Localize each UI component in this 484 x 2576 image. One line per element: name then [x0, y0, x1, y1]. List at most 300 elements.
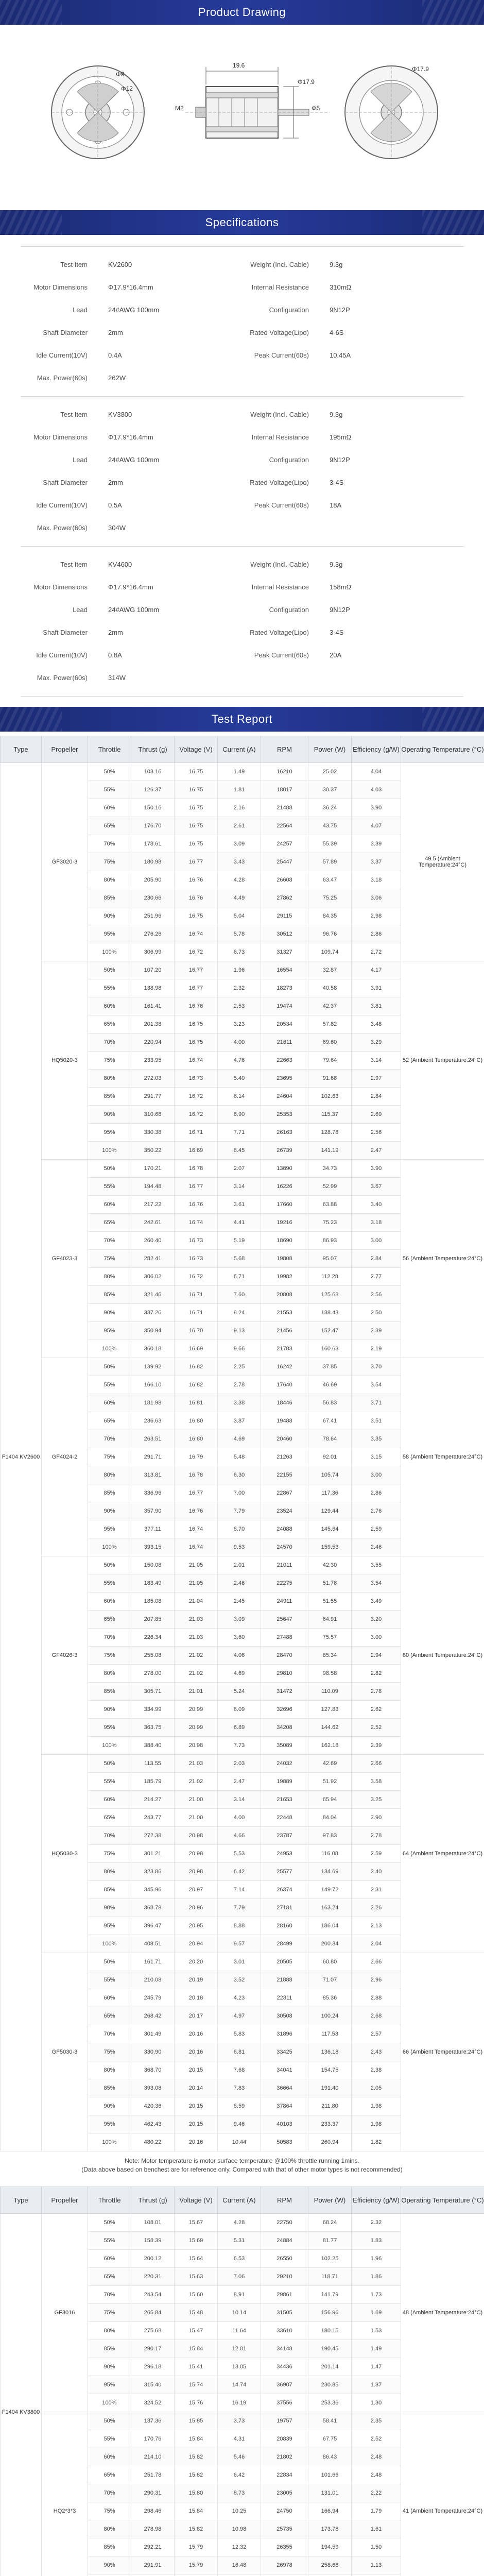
data-cell: 21.01: [175, 1683, 218, 1701]
data-cell: 2.77: [352, 1268, 401, 1286]
table-row: [1, 1953, 484, 1971]
data-cell: 161.41: [131, 997, 175, 1015]
data-cell: 20.19: [175, 1971, 218, 1989]
propeller-cell: GF4023-3: [42, 1160, 88, 1358]
data-cell: 16.80: [175, 1412, 218, 1430]
data-cell: 86.43: [308, 2448, 352, 2466]
data-cell: 27862: [261, 889, 308, 907]
data-cell: 16.74: [175, 1214, 218, 1232]
data-cell: 3.09: [218, 1611, 261, 1629]
data-cell: 3.73: [218, 2412, 261, 2430]
temperature-cell: 48 (Ambient Temperature:24°C): [401, 2214, 484, 2412]
data-cell: 55%: [88, 781, 131, 799]
data-cell: 60%: [88, 2448, 131, 2466]
spec-cell: [242, 561, 463, 568]
data-cell: 117.53: [308, 2025, 352, 2043]
data-cell: 80%: [88, 2520, 131, 2538]
data-cell: 8.70: [218, 1520, 261, 1538]
data-cell: 2.96: [352, 1971, 401, 1989]
data-cell: 200.34: [308, 1935, 352, 1953]
data-cell: 3.58: [352, 1773, 401, 1791]
data-cell: 24911: [261, 1592, 308, 1611]
data-cell: [261, 2574, 308, 2576]
data-cell: 95.07: [308, 1250, 352, 1268]
data-cell: 95%: [88, 1917, 131, 1935]
data-cell: 357.90: [131, 1502, 175, 1520]
data-cell: 6.14: [218, 1088, 261, 1106]
data-cell: 40103: [261, 2115, 308, 2133]
data-cell: 85%: [88, 1881, 131, 1899]
data-cell: 16.76: [175, 889, 218, 907]
spec-block: [21, 546, 463, 697]
table-row: [1, 961, 484, 979]
data-cell: 12.01: [218, 2340, 261, 2358]
data-cell: 2.07: [218, 1160, 261, 1178]
data-cell: 3.40: [352, 1196, 401, 1214]
spec-cell: [21, 674, 242, 682]
propeller-cell: GF5030-3: [42, 1953, 88, 2151]
data-cell: 6.30: [218, 1466, 261, 1484]
spec-cell: [242, 283, 463, 291]
data-cell: 70%: [88, 2484, 131, 2502]
spec-row: [21, 344, 463, 366]
data-cell: 26355: [261, 2538, 308, 2556]
data-cell: 2.43: [352, 2043, 401, 2061]
data-cell: 1.79: [352, 2502, 401, 2520]
spec-value: 18A: [330, 501, 342, 509]
data-cell: [131, 2574, 175, 2576]
data-cell: 65%: [88, 817, 131, 835]
data-cell: 16.75: [175, 1033, 218, 1052]
data-cell: 3.14: [352, 1052, 401, 1070]
data-cell: 2.39: [352, 1322, 401, 1340]
data-cell: 7.00: [218, 1484, 261, 1502]
data-cell: 16.75: [175, 907, 218, 925]
data-cell: 3.18: [352, 871, 401, 889]
data-cell: 2.13: [352, 1917, 401, 1935]
data-cell: 95%: [88, 925, 131, 943]
data-cell: 15.60: [175, 2286, 218, 2304]
data-cell: 25647: [261, 1611, 308, 1629]
data-cell: 5.46: [218, 2448, 261, 2466]
data-cell: 268.42: [131, 2007, 175, 2025]
data-cell: 100%: [88, 1340, 131, 1358]
column-header: RPM: [261, 2187, 308, 2214]
data-cell: 278.98: [131, 2520, 175, 2538]
spec-value: 314W: [108, 673, 126, 682]
data-cell: 16.48: [218, 2556, 261, 2574]
data-cell: 7.79: [218, 1502, 261, 1520]
data-cell: 323.86: [131, 1863, 175, 1881]
table-row: [1, 1556, 484, 1574]
data-cell: 233.95: [131, 1052, 175, 1070]
data-cell: 2.59: [352, 1845, 401, 1863]
data-cell: 462.43: [131, 2115, 175, 2133]
spec-cell: [21, 524, 242, 532]
column-header: Efficiency (g/W): [352, 736, 401, 763]
data-cell: 243.77: [131, 1809, 175, 1827]
data-cell: [352, 2574, 401, 2576]
data-cell: 337.26: [131, 1304, 175, 1322]
data-cell: 65%: [88, 1809, 131, 1827]
spec-cell: [21, 261, 242, 268]
data-cell: 112.28: [308, 1268, 352, 1286]
data-cell: 37864: [261, 2097, 308, 2115]
spec-value: 0.8A: [108, 651, 122, 659]
data-cell: 260.40: [131, 1232, 175, 1250]
data-cell: 75%: [88, 2502, 131, 2520]
data-cell: 138.43: [308, 1304, 352, 1322]
data-cell: 103.16: [131, 763, 175, 781]
spec-cell: [21, 651, 242, 659]
spec-label: Weight (Incl. Cable): [250, 410, 309, 418]
specifications-header: [0, 210, 484, 235]
data-cell: 29115: [261, 907, 308, 925]
data-cell: 75%: [88, 1250, 131, 1268]
test-report-title: Test Report: [212, 713, 272, 725]
dim-thread: Φ17.9: [412, 65, 429, 73]
data-cell: 2.90: [352, 1809, 401, 1827]
data-cell: 21611: [261, 1033, 308, 1052]
data-cell: 5.83: [218, 2025, 261, 2043]
data-cell: 18690: [261, 1232, 308, 1250]
data-cell: 78.64: [308, 1430, 352, 1448]
data-cell: 2.78: [352, 1827, 401, 1845]
data-cell: 24884: [261, 2232, 308, 2250]
spec-label: Configuration: [269, 455, 309, 464]
data-cell: 65%: [88, 1015, 131, 1033]
data-cell: 70%: [88, 1232, 131, 1250]
data-cell: 176.70: [131, 817, 175, 835]
data-cell: 21553: [261, 1304, 308, 1322]
data-cell: 160.63: [308, 1340, 352, 1358]
data-cell: 2.59: [352, 1520, 401, 1538]
data-cell: 26550: [261, 2250, 308, 2268]
column-header: RPM: [261, 736, 308, 763]
data-cell: 20.16: [175, 2133, 218, 2151]
spec-label: Test Item: [60, 560, 88, 568]
data-cell: 16.75: [175, 835, 218, 853]
data-cell: 10.44: [218, 2133, 261, 2151]
data-cell: 23005: [261, 2484, 308, 2502]
data-cell: 3.35: [352, 1430, 401, 1448]
data-cell: 30508: [261, 2007, 308, 2025]
data-cell: 3.54: [352, 1376, 401, 1394]
dim-bell: Φ17.9: [298, 78, 315, 86]
data-cell: 75%: [88, 1845, 131, 1863]
data-cell: 42.37: [308, 997, 352, 1015]
data-cell: 60.80: [308, 1953, 352, 1971]
data-cell: 291.91: [131, 2556, 175, 2574]
data-cell: 16.79: [175, 1448, 218, 1466]
data-cell: 2.46: [352, 1538, 401, 1556]
data-cell: 20.98: [175, 1827, 218, 1845]
data-cell: 21.02: [175, 1665, 218, 1683]
data-cell: 255.08: [131, 1647, 175, 1665]
data-cell: 5.04: [218, 907, 261, 925]
data-cell: 310.68: [131, 1106, 175, 1124]
data-cell: 330.90: [131, 2043, 175, 2061]
data-cell: 7.60: [218, 1286, 261, 1304]
data-cell: 21802: [261, 2448, 308, 2466]
data-cell: 65%: [88, 1214, 131, 1232]
data-cell: 90%: [88, 2097, 131, 2115]
data-cell: 7.14: [218, 1881, 261, 1899]
data-cell: 265.84: [131, 2304, 175, 2322]
data-cell: 80%: [88, 1070, 131, 1088]
data-cell: 19474: [261, 997, 308, 1015]
spec-value: 3-4S: [330, 628, 344, 636]
data-cell: 170.21: [131, 1160, 175, 1178]
data-cell: 91.68: [308, 1070, 352, 1088]
data-cell: 51.55: [308, 1592, 352, 1611]
data-cell: 1.82: [352, 2133, 401, 2151]
temperature-cell: 49.5 (Ambient Temperature:24°C): [401, 763, 484, 961]
propeller-cell: GF3020-3: [42, 763, 88, 961]
data-cell: 145.64: [308, 1520, 352, 1538]
data-cell: 20808: [261, 1286, 308, 1304]
data-cell: 60%: [88, 2250, 131, 2268]
specifications-title: Specifications: [205, 216, 279, 229]
data-cell: 22663: [261, 1052, 308, 1070]
motor-type-cell: F1404 KV3800: [1, 2214, 42, 2576]
data-cell: 3.09: [218, 835, 261, 853]
data-cell: 201.14: [308, 2358, 352, 2376]
data-cell: 98.58: [308, 1665, 352, 1683]
data-cell: 51.92: [308, 1773, 352, 1791]
dim-base: M2: [175, 105, 184, 112]
data-cell: 301.49: [131, 2025, 175, 2043]
data-cell: 194.59: [308, 2538, 352, 2556]
data-cell: 21653: [261, 1791, 308, 1809]
data-cell: 21011: [261, 1556, 308, 1574]
data-cell: 2.69: [352, 1106, 401, 1124]
data-cell: 63.88: [308, 1196, 352, 1214]
data-cell: 13890: [261, 1160, 308, 1178]
data-cell: 21.04: [175, 1592, 218, 1611]
data-cell: 2.61: [218, 817, 261, 835]
spec-value: 24#AWG 100mm: [108, 306, 160, 314]
data-cell: 34041: [261, 2061, 308, 2079]
data-cell: 10.14: [218, 2304, 261, 2322]
data-cell: 2.35: [352, 2412, 401, 2430]
data-cell: 20.99: [175, 1719, 218, 1737]
data-cell: 210.08: [131, 1971, 175, 1989]
data-cell: 166.10: [131, 1376, 175, 1394]
test-report-header: [0, 707, 484, 732]
data-cell: 217.22: [131, 1196, 175, 1214]
data-cell: 100%: [88, 1538, 131, 1556]
data-cell: 16.82: [175, 1358, 218, 1376]
data-cell: 14.74: [218, 2376, 261, 2394]
data-cell: 80%: [88, 1665, 131, 1683]
data-cell: 242.61: [131, 1214, 175, 1232]
data-cell: 4.06: [218, 1647, 261, 1665]
data-cell: 3.38: [218, 1394, 261, 1412]
column-header: Type: [1, 736, 42, 763]
data-cell: 220.31: [131, 2268, 175, 2286]
data-cell: 52.99: [308, 1178, 352, 1196]
spec-value: 9N12P: [330, 306, 350, 314]
data-cell: 4.28: [218, 2214, 261, 2232]
data-cell: 4.97: [218, 2007, 261, 2025]
data-cell: 16.71: [175, 1286, 218, 1304]
data-cell: 214.10: [131, 2448, 175, 2466]
data-cell: 97.83: [308, 1827, 352, 1845]
data-cell: 306.99: [131, 943, 175, 961]
data-cell: 1.49: [352, 2340, 401, 2358]
test-report-area: [0, 732, 484, 2576]
spec-row: [21, 471, 463, 494]
data-cell: 1.81: [218, 781, 261, 799]
data-cell: 16.73: [175, 1070, 218, 1088]
data-cell: 90%: [88, 1502, 131, 1520]
data-cell: 3.54: [352, 1574, 401, 1592]
data-cell: 5.31: [218, 2232, 261, 2250]
data-cell: 161.71: [131, 1953, 175, 1971]
data-cell: 75.23: [308, 1214, 352, 1232]
data-cell: 2.38: [352, 2061, 401, 2079]
data-cell: 20.17: [175, 2007, 218, 2025]
data-cell: 55%: [88, 1376, 131, 1394]
spec-value: 310mΩ: [330, 283, 352, 291]
data-cell: 3.14: [218, 1791, 261, 1809]
spec-block: [21, 396, 463, 546]
data-cell: 15.82: [175, 2448, 218, 2466]
spec-label: Lead: [73, 306, 88, 314]
temperature-cell: 41 (Ambient Temperature:24°C): [401, 2412, 484, 2576]
data-cell: 2.66: [352, 1755, 401, 1773]
spec-label: Max. Power(60s): [37, 374, 88, 382]
data-cell: 16.19: [218, 2394, 261, 2412]
data-cell: 16.75: [175, 1015, 218, 1033]
spec-label: Internal Resistance: [251, 283, 309, 291]
data-cell: 3.60: [218, 1629, 261, 1647]
spec-cell: [21, 479, 242, 486]
data-cell: 86.93: [308, 1232, 352, 1250]
data-cell: 16.72: [175, 1088, 218, 1106]
data-cell: 233.37: [308, 2115, 352, 2133]
data-cell: 15.76: [175, 2394, 218, 2412]
data-cell: 24953: [261, 1845, 308, 1863]
data-cell: 100%: [88, 1935, 131, 1953]
data-cell: 110.09: [308, 1683, 352, 1701]
data-cell: 5.19: [218, 1232, 261, 1250]
data-cell: 3.00: [352, 1466, 401, 1484]
data-cell: 1.98: [352, 2115, 401, 2133]
data-cell: 185.79: [131, 1773, 175, 1791]
data-cell: 90%: [88, 907, 131, 925]
data-cell: 8.59: [218, 2097, 261, 2115]
data-cell: 21.03: [175, 1629, 218, 1647]
data-cell: 251.96: [131, 907, 175, 925]
data-cell: 31896: [261, 2025, 308, 2043]
data-cell: 301.21: [131, 1845, 175, 1863]
data-cell: 43.75: [308, 817, 352, 835]
data-cell: 80%: [88, 1268, 131, 1286]
data-cell: 23787: [261, 1827, 308, 1845]
data-cell: 12.32: [218, 2538, 261, 2556]
data-cell: 21456: [261, 1322, 308, 1340]
data-cell: 137.36: [131, 2412, 175, 2430]
data-cell: 16.77: [175, 961, 218, 979]
data-cell: 2.50: [352, 1304, 401, 1322]
data-cell: 85.36: [308, 1989, 352, 2007]
data-cell: 60%: [88, 997, 131, 1015]
temperature-cell: 66 (Ambient Temperature:24°C): [401, 1953, 484, 2151]
data-cell: 162.18: [308, 1737, 352, 1755]
data-cell: 152.47: [308, 1322, 352, 1340]
data-cell: 2.03: [218, 1755, 261, 1773]
data-cell: 25353: [261, 1106, 308, 1124]
data-cell: 55.39: [308, 835, 352, 853]
test-report-table: [0, 736, 484, 2151]
data-cell: 34148: [261, 2340, 308, 2358]
spec-label: Peak Current(60s): [254, 351, 309, 359]
data-cell: 57.89: [308, 853, 352, 871]
data-cell: 16.74: [175, 925, 218, 943]
data-cell: [175, 2574, 218, 2576]
spec-value: 24#AWG 100mm: [108, 605, 160, 614]
data-cell: 9.66: [218, 1340, 261, 1358]
data-cell: 24088: [261, 1520, 308, 1538]
spec-row: [21, 448, 463, 471]
data-cell: 2.47: [352, 1142, 401, 1160]
data-cell: 2.86: [352, 1484, 401, 1502]
data-cell: 2.31: [352, 1881, 401, 1899]
data-cell: 4.69: [218, 1665, 261, 1683]
spec-label: Lead: [73, 455, 88, 464]
data-cell: 15.41: [175, 2358, 218, 2376]
data-cell: 139.92: [131, 1358, 175, 1376]
data-cell: 13.05: [218, 2358, 261, 2376]
data-cell: 22750: [261, 2214, 308, 2232]
table-header-row: [1, 736, 484, 763]
data-cell: 290.31: [131, 2484, 175, 2502]
data-cell: 2.97: [352, 1070, 401, 1088]
data-cell: 90%: [88, 1899, 131, 1917]
data-cell: 251.78: [131, 2466, 175, 2484]
data-cell: 27181: [261, 1899, 308, 1917]
data-cell: 396.47: [131, 1917, 175, 1935]
data-cell: 100.24: [308, 2007, 352, 2025]
data-cell: 24032: [261, 1755, 308, 1773]
data-cell: 16.70: [175, 1322, 218, 1340]
data-cell: 22564: [261, 817, 308, 835]
spec-value: KV4600: [108, 560, 132, 568]
data-cell: 24257: [261, 835, 308, 853]
data-cell: 25577: [261, 1863, 308, 1881]
spec-value: KV2600: [108, 260, 132, 268]
data-cell: 71.07: [308, 1971, 352, 1989]
data-cell: 24570: [261, 1538, 308, 1556]
data-cell: 2.82: [352, 1665, 401, 1683]
spec-label: Peak Current(60s): [254, 651, 309, 659]
column-header: Power (W): [308, 736, 352, 763]
data-cell: 95%: [88, 2376, 131, 2394]
data-cell: 65.94: [308, 1791, 352, 1809]
data-cell: 75%: [88, 1448, 131, 1466]
spec-row: [21, 494, 463, 516]
data-cell: 16.75: [175, 799, 218, 817]
data-cell: 29861: [261, 2286, 308, 2304]
data-cell: 2.05: [352, 2079, 401, 2097]
data-cell: 22811: [261, 1989, 308, 2007]
data-cell: 65%: [88, 1611, 131, 1629]
data-cell: 16.73: [175, 1232, 218, 1250]
data-cell: 22448: [261, 1809, 308, 1827]
data-cell: 183.49: [131, 1574, 175, 1592]
